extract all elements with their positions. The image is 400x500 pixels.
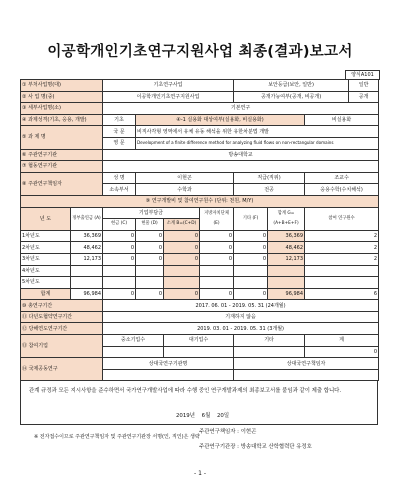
form-number: 양식A101	[345, 70, 380, 80]
funding-row-year: 5차년도	[21, 277, 71, 289]
task-en-value: Development of a finite difference method for analyzing fluid flows on non-rectangular domains	[136, 137, 379, 149]
multi-label: ⑪ 다년도협약연구기간	[21, 311, 103, 323]
detail-value: 기본연구	[103, 103, 379, 115]
dept-label: 소속부서	[103, 184, 136, 196]
funding-cell-other: 0	[234, 230, 268, 242]
document-title: 이공학개인기초연구지원사업 최종(결과)보고서	[47, 44, 353, 60]
sum-other: 0	[234, 288, 268, 300]
intl-col-2: 상대국연구책임자	[234, 358, 379, 370]
participation-label: ⑬ 참여기업	[21, 335, 103, 358]
funding-cell-local: 0	[200, 230, 234, 242]
security-value: 일반	[349, 80, 379, 92]
col-local: 지방자치단체 (E)	[200, 207, 234, 230]
intl-val-2	[234, 369, 379, 381]
detail-label: ③ 세부사업명(소)	[21, 103, 103, 115]
funding-cell-gov	[71, 277, 103, 289]
declaration-text: 관계 규정과 모든 지시사항을 준수하면서 국가연구개발사업에 따라 수행 중인 연구개발과제의 최종보고서를 붙임과 같이 제출 합니다.	[29, 388, 342, 394]
security-label: 보안등급(보안, 일반)	[234, 80, 349, 92]
funding-cell-other: 0	[234, 253, 268, 265]
period-label: ⑩ 총연구기간	[21, 300, 103, 312]
funding-cell-people: 2	[305, 242, 379, 254]
type-value: 기초	[103, 114, 136, 126]
major-label: 전공	[234, 184, 305, 196]
business-label: ① 부처사업명(대)	[21, 80, 103, 92]
funding-row	[21, 230, 379, 242]
sum-people: 6	[305, 288, 379, 300]
row-researcher-1	[21, 172, 379, 184]
funding-cell-inkind: 0	[136, 230, 164, 242]
position-label: 직급(직위)	[234, 172, 305, 184]
participation-col-2: 기타	[234, 335, 305, 347]
funding-cell-total: 48,462	[268, 242, 305, 254]
business-value: 기초연구사업	[103, 80, 234, 92]
funding-cell-total	[268, 265, 305, 277]
funding-cell-gov: 36,369	[71, 230, 103, 242]
task-en-label: 영 문	[103, 137, 136, 149]
joint-value	[103, 161, 379, 173]
funding-cell-sub: 0	[164, 230, 200, 242]
col-people: 참여 연구원수	[305, 207, 379, 230]
col-total: 합계 G=(A+B+E+F)	[268, 207, 305, 230]
funding-row-year: 3차년도	[21, 253, 71, 265]
row-type	[21, 114, 379, 126]
row-project	[21, 91, 379, 103]
institution-signature-line: 주관연구기관장 : 방송대학교 산학협력단 유정호	[199, 444, 312, 450]
funding-row-year: 1차년도	[21, 230, 71, 242]
funding-row	[21, 253, 379, 265]
funding-cell-people	[305, 277, 379, 289]
joint-label: ⑦ 협동연구기관	[21, 161, 103, 173]
participation-col-1: 대기업수	[164, 335, 234, 347]
row-business	[21, 80, 379, 92]
funding-cell-people: 2	[305, 230, 379, 242]
major-value: 응용수학(수치해석)	[305, 184, 379, 196]
funding-row-year: 2차년도	[21, 242, 71, 254]
funding-cell-people	[305, 265, 379, 277]
report-form-table	[20, 79, 379, 381]
funding-cell-cash	[103, 265, 136, 277]
funding-cell-sub	[164, 277, 200, 289]
funding-row	[21, 277, 379, 289]
funding-cell-cash	[103, 277, 136, 289]
researcher-signature-line: 주관연구책임자 : 이현곤	[199, 429, 257, 435]
disclosure-value: 공개	[349, 91, 379, 103]
row-joint	[21, 161, 379, 173]
sum-inkind: 0	[136, 288, 164, 300]
participation-col-3: 계	[305, 335, 379, 347]
funding-cell-cash: 0	[103, 230, 136, 242]
funding-heading-row	[21, 195, 379, 207]
row-period	[21, 300, 379, 312]
sum-local: 0	[200, 288, 234, 300]
practical-label: ④-1 실용화 대상여부(실용화, 비실용화)	[136, 114, 305, 126]
intl-col-1: 상대국연구기관명	[103, 358, 234, 370]
funding-cell-total: 12,173	[268, 253, 305, 265]
funding-cell-people: 2	[305, 253, 379, 265]
funding-cell-inkind	[136, 277, 164, 289]
funding-cell-local	[200, 265, 234, 277]
dept-value: 수학과	[136, 184, 234, 196]
row-detail	[21, 103, 379, 115]
funding-row	[21, 242, 379, 254]
sum-year: 합계	[21, 288, 71, 300]
funding-cell-inkind: 0	[136, 253, 164, 265]
footnote: ※ 전자접수이므로 주관연구책임자 및 주관연구기관장 서명(인, 직인)은 생략	[34, 434, 200, 440]
name-value: 이현곤	[136, 172, 234, 184]
row-task-kr	[21, 126, 379, 138]
funding-row-year: 4차년도	[21, 265, 71, 277]
funding-cell-cash: 0	[103, 242, 136, 254]
funding-cell-total	[268, 277, 305, 289]
sum-cash: 0	[103, 288, 136, 300]
funding-cell-other	[234, 277, 268, 289]
funding-cell-other: 0	[234, 242, 268, 254]
funding-cell-local: 0	[200, 253, 234, 265]
page-number: - 1 -	[194, 470, 206, 477]
type-label: ④ 과제성격(기초, 응용, 개발)	[21, 114, 103, 126]
col-other: 기타 (F)	[234, 207, 268, 230]
participation-val-2	[234, 346, 305, 358]
participation-val-1	[164, 346, 234, 358]
name-label: 성 명	[103, 172, 136, 184]
participation-val-0	[103, 346, 164, 358]
row-participation-1	[21, 335, 379, 347]
col-cash: 현금 (C)	[103, 219, 136, 231]
funding-cell-sub: 0	[164, 242, 200, 254]
funding-cell-total: 36,369	[268, 230, 305, 242]
sum-gov: 96,984	[71, 288, 103, 300]
funding-rows	[21, 230, 379, 288]
funding-cell-gov: 48,462	[71, 242, 103, 254]
funding-cell-sub	[164, 265, 200, 277]
row-current	[21, 323, 379, 335]
row-org	[21, 149, 379, 161]
funding-cell-gov	[71, 265, 103, 277]
funding-sum-row	[21, 288, 379, 300]
intl-label: ⑭ 국제공동연구	[21, 358, 103, 381]
position-value: 조교수	[305, 172, 379, 184]
funding-header-1	[21, 207, 379, 219]
current-label: ⑫ 당해연도연구기간	[21, 323, 103, 335]
disclosure-label: 공개가능여부(공개, 비공개)	[234, 91, 349, 103]
col-private: 기업부담금	[103, 207, 200, 219]
practical-value: 비실용화	[305, 114, 379, 126]
funding-cell-local: 0	[200, 242, 234, 254]
row-intl-1	[21, 358, 379, 370]
org-label: ⑥ 주관연구기관	[21, 149, 103, 161]
col-inkind: 현물 (D)	[136, 219, 164, 231]
project-label: ② 사 업 명(중)	[21, 91, 103, 103]
declaration-date: 2019년 6월 20일	[176, 413, 230, 419]
current-value: 2019. 03. 01 - 2019. 05. 31 (3개월)	[103, 323, 379, 335]
funding-cell-inkind	[136, 265, 164, 277]
project-value: 이공학개인기초연구지원사업	[103, 91, 234, 103]
funding-cell-inkind: 0	[136, 242, 164, 254]
org-value: 방송대학교	[103, 149, 379, 161]
participation-col-0: 중소기업수	[103, 335, 164, 347]
sum-sub: 0	[164, 288, 200, 300]
funding-row	[21, 265, 379, 277]
researcher-label: ⑧ 주관연구책임자	[21, 172, 103, 195]
task-kr-value: 비직사각형 영역에서 유체 유동 해석을 위한 유한차분법 개발	[136, 126, 379, 138]
task-kr-label: 국 문	[103, 126, 136, 138]
funding-heading: ⑨ 연구개발비 및 참여연구원수 (단위: 천원, M/Y)	[21, 195, 379, 207]
multi-value: 기재하지 않음	[103, 311, 379, 323]
col-gov: 정부출연금 (A)	[71, 207, 103, 230]
task-label: ⑤ 과 제 명	[21, 126, 103, 149]
participation-val-3: 0	[305, 346, 379, 358]
period-value: 2017. 06. 01 - 2019. 05. 31 (24개월)	[103, 300, 379, 312]
funding-cell-gov: 12,173	[71, 253, 103, 265]
funding-cell-other	[234, 265, 268, 277]
funding-cell-local	[200, 277, 234, 289]
row-multi	[21, 311, 379, 323]
col-subtotal: 소계 B=(C+D)	[164, 219, 200, 231]
sum-total: 96,984	[268, 288, 305, 300]
intl-val-1	[103, 369, 234, 381]
col-year: 년 도	[21, 207, 71, 230]
funding-cell-sub: 0	[164, 253, 200, 265]
funding-cell-cash: 0	[103, 253, 136, 265]
